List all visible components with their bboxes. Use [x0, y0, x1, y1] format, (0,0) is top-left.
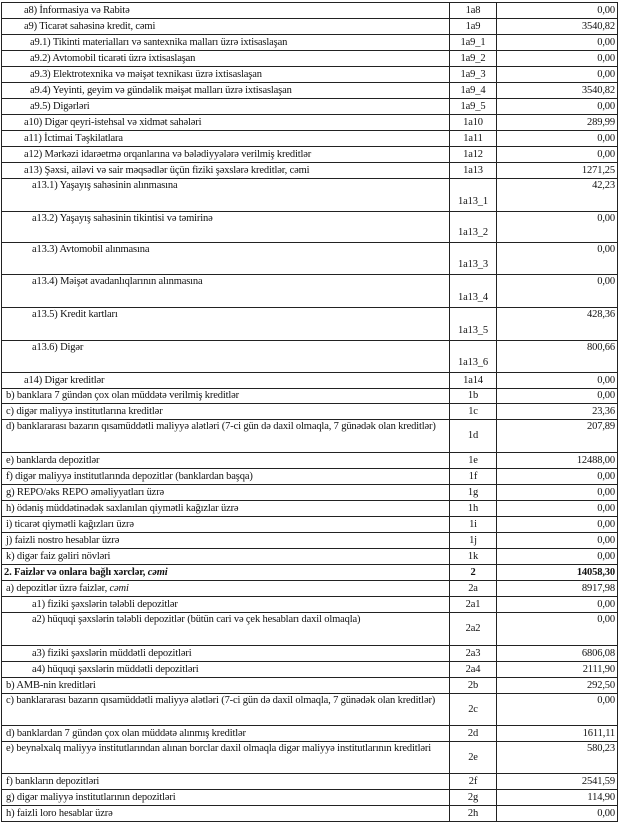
table-row — [2, 469, 618, 485]
row-code: 1a14 — [450, 373, 497, 389]
row-code: 1h — [450, 501, 497, 517]
row-value: 0,00 — [497, 501, 618, 517]
row-label-text: c) digər maliyyə institutlarına kreditlər — [6, 405, 163, 417]
financial-report-table — [1, 2, 618, 822]
row-label — [2, 533, 450, 549]
row-label — [2, 404, 450, 420]
table-row — [2, 179, 618, 212]
row-label-text: k) digər faiz gəliri növləri — [6, 550, 111, 562]
row-label-text: a4) hüquqi şəxslərin müddətli depozitləri — [32, 663, 199, 675]
table-row — [2, 597, 618, 613]
row-label-text: a9.4) Yeyinti, geyim və gündəlik məişət malları üzrə ixtisaslaşan — [30, 84, 292, 96]
row-value: 0,00 — [497, 99, 618, 115]
table-row — [2, 678, 618, 694]
table-row — [2, 565, 618, 581]
row-label — [2, 597, 450, 613]
row-value: 289,99 — [497, 115, 618, 131]
row-value: 207,89 — [497, 420, 618, 453]
row-code: 2 — [450, 565, 497, 581]
row-code: 2a4 — [450, 662, 497, 678]
row-label-text: e) beynəlxalq maliyyə institutlarından alınan borclar daxil olmaqla digər maliyyə institutlarının kreditləri — [6, 743, 431, 754]
row-label-italic: cəmi — [109, 582, 129, 594]
row-label-text: i) ticarət qiymətli kağızları üzrə — [6, 518, 134, 530]
row-label-text: a13.3) Avtomobil alınmasına — [32, 244, 150, 255]
row-label-text: a9.2) Avtomobil ticarəti üzrə ixtisaslaşan — [30, 52, 196, 64]
row-code: 1a9_2 — [450, 51, 497, 67]
row-label-text: a3) fiziki şəxslərin müddətli depozitləri — [32, 647, 192, 659]
row-label-text: a13.2) Yaşayış sahəsinin tikintisi və təmirinə — [32, 213, 213, 224]
row-label — [2, 212, 450, 243]
row-label — [2, 694, 450, 726]
row-label-text: a11) İctimai Təşkilatlara — [24, 132, 123, 144]
row-label — [2, 726, 450, 742]
row-code: 2b — [450, 678, 497, 694]
row-value: 0,00 — [497, 35, 618, 51]
row-label — [2, 163, 450, 179]
row-label — [2, 99, 450, 115]
row-label-text: f) bankların depozitləri — [6, 775, 100, 787]
row-value: 428,36 — [497, 308, 618, 341]
table-row — [2, 581, 618, 597]
row-code: 2a3 — [450, 646, 497, 662]
row-label-text: a9) Ticarət sahəsinə kredit, cəmi — [24, 20, 156, 32]
row-value: 42,23 — [497, 179, 618, 212]
row-code: 1a13_6 — [450, 341, 497, 373]
row-label — [2, 308, 450, 341]
row-label — [2, 115, 450, 131]
row-label — [2, 806, 450, 822]
row-code: 1d — [450, 420, 497, 453]
row-value: 1271,25 — [497, 163, 618, 179]
row-label — [2, 790, 450, 806]
row-code: 1a9_1 — [450, 35, 497, 51]
row-label — [2, 774, 450, 790]
row-value: 2111,90 — [497, 662, 618, 678]
row-label — [2, 147, 450, 163]
row-code: 1a11 — [450, 131, 497, 147]
row-value: 0,00 — [497, 51, 618, 67]
row-label — [2, 501, 450, 517]
row-label — [2, 243, 450, 275]
row-code: 2d — [450, 726, 497, 742]
table-row — [2, 517, 618, 533]
table-row — [2, 694, 618, 726]
table-row — [2, 533, 618, 549]
row-code: 1a12 — [450, 147, 497, 163]
row-code: 1a9 — [450, 19, 497, 35]
table-row — [2, 83, 618, 99]
table-row — [2, 404, 618, 420]
table-row — [2, 243, 618, 275]
row-value: 0,00 — [497, 275, 618, 308]
row-code: 2f — [450, 774, 497, 790]
row-label-italic: cəmi — [147, 566, 168, 578]
row-label-text: e) banklarda depozitlər — [6, 454, 100, 466]
table-row — [2, 19, 618, 35]
row-label — [2, 35, 450, 51]
row-value: 0,00 — [497, 469, 618, 485]
row-label-text: h) faizli loro hesablar üzrə — [6, 807, 113, 819]
row-value: 0,00 — [497, 373, 618, 389]
table-row — [2, 163, 618, 179]
row-label — [2, 373, 450, 389]
row-label-text: a8) İnformasiya və Rabitə — [24, 4, 130, 16]
table-row — [2, 131, 618, 147]
row-code: 2e — [450, 742, 497, 774]
row-value: 0,00 — [497, 613, 618, 646]
table-row — [2, 115, 618, 131]
table-row — [2, 485, 618, 501]
table-row — [2, 501, 618, 517]
table-row — [2, 341, 618, 373]
row-value: 6806,08 — [497, 646, 618, 662]
row-code: 1a13_5 — [450, 308, 497, 341]
table-row — [2, 646, 618, 662]
table-row — [2, 742, 618, 774]
row-label-text: a13) Şəxsi, ailəvi və sair məqsədlər üçün fiziki şəxslərə kreditlər, cəmi — [24, 164, 310, 176]
row-label-text: a13.6) Digər — [32, 342, 84, 353]
table-row — [2, 308, 618, 341]
row-code: 2a1 — [450, 597, 497, 613]
table-row — [2, 212, 618, 243]
table-row — [2, 3, 618, 19]
row-label-text: b) AMB-nin kreditləri — [6, 679, 96, 691]
row-label-text: a10) Digər qeyri-istehsal və xidmət sahələri — [24, 116, 202, 128]
table-row — [2, 790, 618, 806]
table-row — [2, 67, 618, 83]
row-value: 3540,82 — [497, 83, 618, 99]
table-row — [2, 373, 618, 389]
row-code: 1a13_1 — [450, 179, 497, 212]
row-value: 0,00 — [497, 597, 618, 613]
row-label — [2, 549, 450, 565]
row-value: 14058,30 — [497, 565, 618, 581]
row-label — [2, 67, 450, 83]
row-label-text: b) banklara 7 gündən çox olan müddətə verilmiş kreditlər — [6, 390, 240, 401]
table-row — [2, 774, 618, 790]
table-row — [2, 35, 618, 51]
row-value: 23,36 — [497, 404, 618, 420]
row-label-text: a13.5) Kredit kartları — [32, 309, 118, 320]
table-row — [2, 147, 618, 163]
row-code: 1a8 — [450, 3, 497, 19]
row-value: 0,00 — [497, 389, 618, 404]
row-label — [2, 420, 450, 453]
row-value: 0,00 — [497, 243, 618, 275]
row-label — [2, 179, 450, 212]
row-label — [2, 646, 450, 662]
row-label — [2, 678, 450, 694]
table-row — [2, 726, 618, 742]
row-label — [2, 485, 450, 501]
row-label-text: a13.1) Yaşayış sahəsinin alınmasına — [32, 180, 178, 191]
row-label-text: d) banklararası bazarın qısamüddətli maliyyə alətləri (7-ci gün də daxil olmaqla, 7 günədək olan kreditlər) — [6, 421, 436, 432]
row-value: 0,00 — [497, 67, 618, 83]
row-value: 12488,00 — [497, 453, 618, 469]
row-code: 1k — [450, 549, 497, 565]
row-label — [2, 453, 450, 469]
row-code: 1c — [450, 404, 497, 420]
row-label-text: f) digər maliyyə institutlarında depozitlər (banklardan başqa) — [6, 470, 253, 482]
row-label — [2, 742, 450, 774]
row-code: 1a10 — [450, 115, 497, 131]
row-label — [2, 565, 450, 581]
row-value: 292,50 — [497, 678, 618, 694]
row-label-text: a9.3) Elektrotexnika və məişət texnikası üzrə ixtisaslaşan — [30, 68, 262, 80]
row-label-text: a13.4) Məişət avadanlıqlarının alınmasına — [32, 276, 203, 287]
row-label-text: c) banklararası bazarın qısamüddətli maliyyə alətləri (7-ci gün də daxil olmaqla, 7 günədək olan kreditlər) — [6, 695, 436, 706]
row-code: 2a2 — [450, 613, 497, 646]
row-value: 2541,59 — [497, 774, 618, 790]
row-code: 1j — [450, 533, 497, 549]
row-code: 1g — [450, 485, 497, 501]
row-label — [2, 83, 450, 99]
row-code: 1a9_3 — [450, 67, 497, 83]
row-value: 0,00 — [497, 485, 618, 501]
row-value: 0,00 — [497, 3, 618, 19]
row-value: 0,00 — [497, 147, 618, 163]
table-row — [2, 806, 618, 822]
table-row — [2, 99, 618, 115]
row-value: 800,66 — [497, 341, 618, 373]
row-code: 1a9_4 — [450, 83, 497, 99]
row-label — [2, 389, 450, 404]
row-label — [2, 275, 450, 308]
row-label — [2, 3, 450, 19]
row-code: 2h — [450, 806, 497, 822]
row-code: 1a13_2 — [450, 212, 497, 243]
table-row — [2, 420, 618, 453]
row-label — [2, 341, 450, 373]
row-value: 0,00 — [497, 694, 618, 726]
row-code: 1b — [450, 389, 497, 404]
row-code: 1a13_3 — [450, 243, 497, 275]
table-row — [2, 275, 618, 308]
row-code: 2c — [450, 694, 497, 726]
row-label-text: j) faizli nostro hesablar üzrə — [6, 534, 120, 546]
row-label — [2, 662, 450, 678]
row-label-text: a9.5) Digərləri — [30, 100, 90, 112]
row-value: 0,00 — [497, 533, 618, 549]
table-row — [2, 453, 618, 469]
row-code: 1e — [450, 453, 497, 469]
row-value: 0,00 — [497, 212, 618, 243]
row-value: 0,00 — [497, 806, 618, 822]
row-code: 1a9_5 — [450, 99, 497, 115]
row-value: 3540,82 — [497, 19, 618, 35]
row-code: 1i — [450, 517, 497, 533]
row-code: 1a13_4 — [450, 275, 497, 308]
table-row — [2, 549, 618, 565]
row-label-text: a12) Mərkəzi idarəetmə orqanlarına və bələdiyyələrə verilmiş kreditlər — [24, 148, 312, 160]
row-label — [2, 581, 450, 597]
row-value: 0,00 — [497, 549, 618, 565]
row-value: 8917,98 — [497, 581, 618, 597]
row-label — [2, 131, 450, 147]
row-code: 2a — [450, 581, 497, 597]
table-row — [2, 662, 618, 678]
row-code: 1f — [450, 469, 497, 485]
row-label — [2, 51, 450, 67]
row-label — [2, 19, 450, 35]
row-code: 1a13 — [450, 163, 497, 179]
row-code: 2g — [450, 790, 497, 806]
row-value: 0,00 — [497, 131, 618, 147]
table-row — [2, 51, 618, 67]
table-row — [2, 613, 618, 646]
row-value: 580,23 — [497, 742, 618, 774]
table-row — [2, 389, 618, 404]
row-label — [2, 517, 450, 533]
row-label — [2, 469, 450, 485]
row-label-text: a) depozitlər üzrə faizlər, — [6, 582, 110, 594]
row-label — [2, 613, 450, 646]
row-label-text: g) REPO/əks REPO əməliyyatları üzrə — [6, 486, 165, 498]
table-body — [2, 3, 618, 822]
row-value: 0,00 — [497, 517, 618, 533]
row-label-text: h) ödəniş müddətinədək saxlanılan qiymətli kağızlar üzrə — [6, 502, 239, 514]
row-label-text: a14) Digər kreditlər — [24, 374, 105, 386]
row-value: 114,90 — [497, 790, 618, 806]
row-label-text: a2) hüquqi şəxslərin tələbli depozitlər (bütün cari və çek hesabları daxil olmaqla) — [32, 614, 361, 625]
row-label-text: 2. Faizlər və onlara bağlı xərclər, — [4, 566, 148, 578]
row-value: 1611,11 — [497, 726, 618, 742]
row-label-text: a1) fiziki şəxslərin tələbli depozitlər — [32, 598, 178, 610]
row-label-text: a9.1) Tikinti materialları və santexnika malları üzrə ixtisaslaşan — [30, 36, 288, 48]
row-label-text: g) digər maliyyə institutlarının depozitləri — [6, 791, 176, 803]
row-label-text: d) banklardan 7 gündən çox olan müddətə alınmış kreditlər — [6, 727, 246, 739]
